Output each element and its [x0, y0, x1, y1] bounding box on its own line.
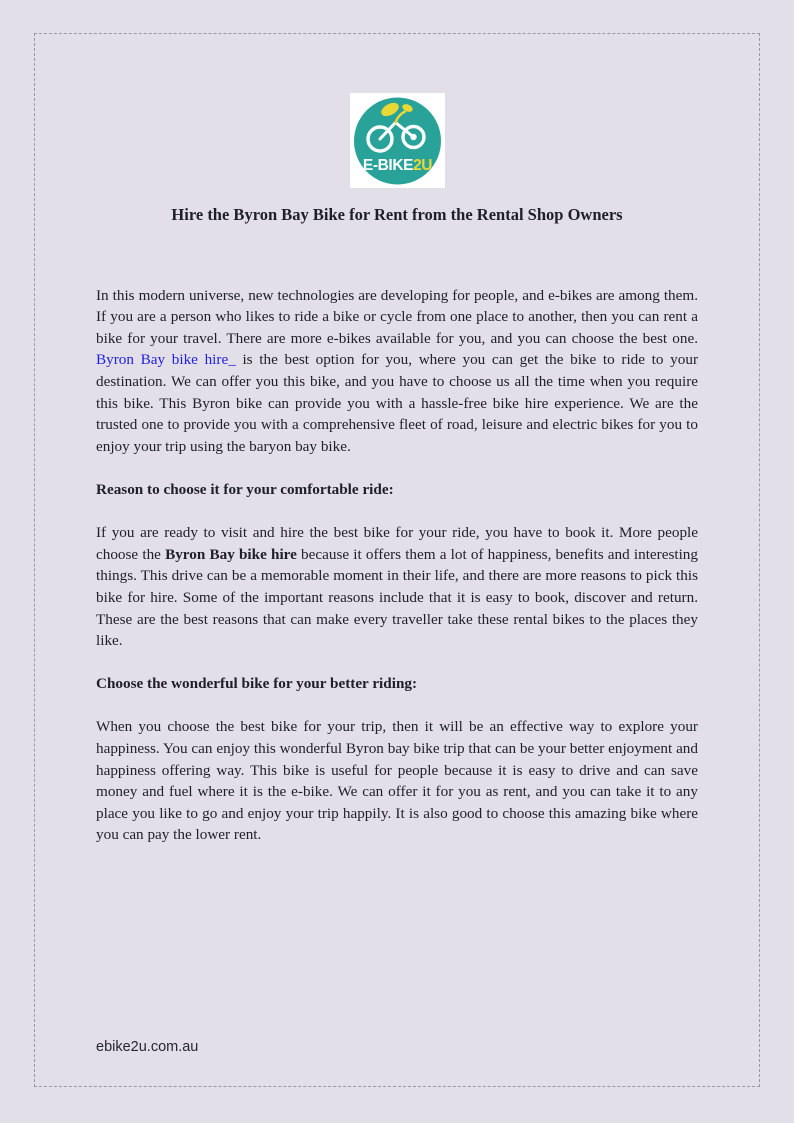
logo-brand-suffix: 2U [412, 157, 432, 174]
heading-reason: Reason to choose it for your comfortable ride: [96, 480, 394, 498]
body-text: is the best option for you, where you can get the bike to ride to your destination. We can offer you this bike, and you have to choose us all the time when you require this bike. This Byron bike can provide you with a hassle-free bike hire experience. We are the trusted one to provide you with a comprehensive fleet of road, leisure and electric bikes for you to enjoy your trip using the baryon bay bike. [96, 351, 698, 455]
byron-bay-bike-hire-link[interactable]: _ [228, 351, 236, 369]
body-text: because it offers them a lot of happiness, benefits and interesting things. This drive can be a memorable moment in their life, and there are more reasons to pick this bike for hire. Some of the important reasons include that it is easy to book, discover and return. These are the best reasons that can make every traveller take these rental bikes to the places they like. [96, 545, 698, 650]
paragraph-intro [96, 285, 698, 458]
body-text: When you choose the best bike for your trip, then it will be an effective way to explore your happiness. You can enjoy this wonderful Byron bay bike trip that can be your better enjoyment and happiness offering way. This bike is useful for people because it is easy to drive and can save money and fuel where it is the e-bike. We can offer it for you as rent, and you can take it to any place you like to go and enjoy your trip happily. It is also good to choose this amazing bike where you can pay the lower rent. [96, 718, 698, 844]
svg-text:E-BIKE2U [362, 157, 431, 174]
heading-choose: Choose the wonderful bike for your better riding: [96, 675, 418, 693]
paragraph-reason [96, 522, 698, 652]
body-text: If you are ready to visit and hire the best bike for your ride, you have to book it. More people choose the [96, 524, 698, 563]
footer-website: ebike2u.com.au [96, 1039, 199, 1055]
ebike2u-logo [350, 93, 445, 188]
logo-container [96, 93, 698, 188]
page-title: Hire the Byron Bay Bike for Rent from the Rental Shop Owners [171, 205, 623, 224]
bike-logo-icon [350, 93, 445, 188]
logo-brand-prefix: E-BIKE [362, 157, 413, 174]
bold-text: Byron Bay bike hire [165, 545, 297, 563]
byron-bay-bike-hire-link[interactable]: Byron Bay bike hire [96, 351, 229, 369]
body-text: In this modern universe, new technologies are developing for people, and e-bikes are among them. If you are a person who likes to ride a bike or cycle from one place to another, then you can rent a bike for your travel. There are more e-bikes available for you, and you can choose the best one. [96, 286, 698, 347]
paragraph-choose [96, 716, 698, 846]
page-content [96, 0, 698, 846]
